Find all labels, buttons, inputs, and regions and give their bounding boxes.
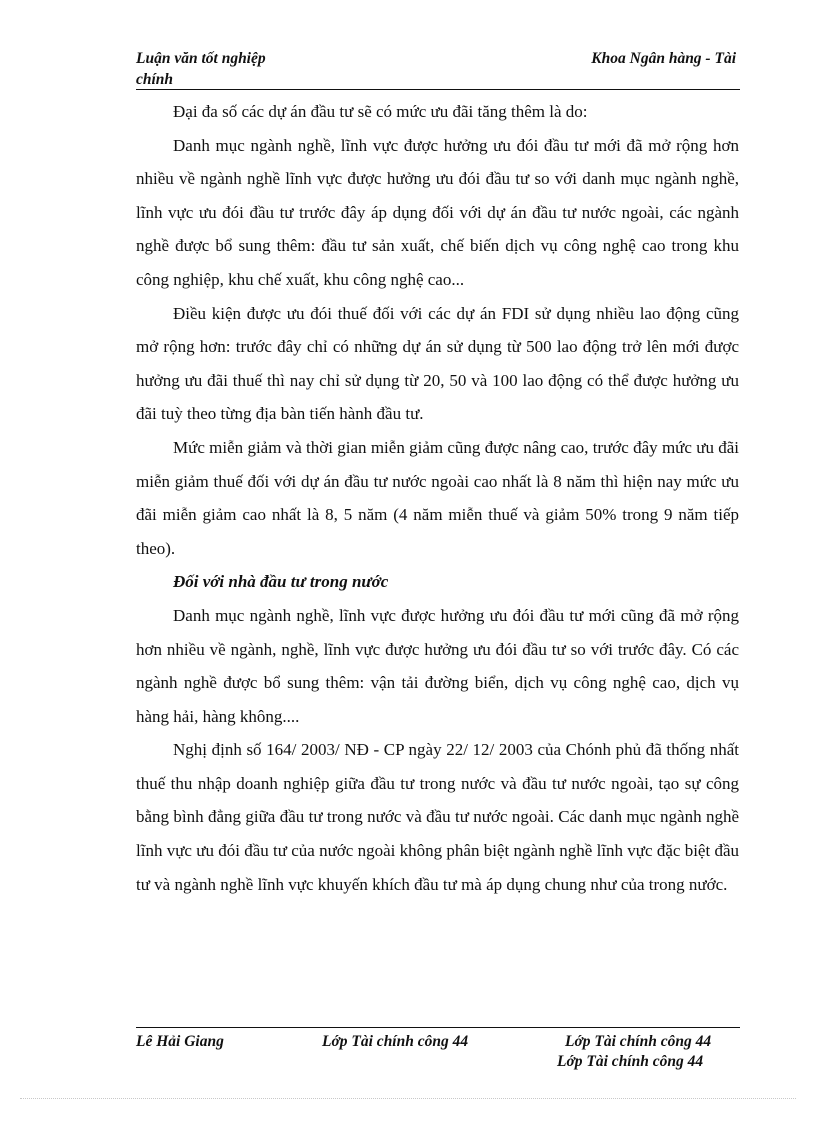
document-body [136, 95, 739, 901]
paragraph-5: Danh mục ngành nghề, lĩnh vực được hưởng ưu đói đầu tư mới cũng đã mở rộng hơn nhiều về ngành, nghề, lĩnh vực được hưởng ưu đói đầu tư so với trước đây. Có các ngành nghề được bổ sung thêm: vận tải đường biển, dịch vụ công nghệ cao, dịch vụ hàng hải, hàng không.... [136, 605, 739, 726]
paragraph-3: Điều kiện được ưu đói thuế đối với các dự án FDI sử dụng nhiều lao động cũng mở rộng hơn: trước đây chỉ có những dự án sử dụng từ 500 lao động trở lên mới được hưởng ưu đãi thuế thì nay chỉ sử dụng từ 20, 50 và 100 lao động có thể được hưởng ưu đãi tuỳ theo từng địa bàn tiến hành đầu tư. [136, 303, 739, 424]
page-bottom-dotted-line [20, 1098, 796, 1099]
footer-author: Lê Hải Giang [136, 1033, 224, 1050]
footer-divider [136, 1027, 740, 1028]
section-heading: Đối với nhà đầu tư trong nước [173, 572, 389, 592]
paragraph-1: Đại đa số các dự án đầu tư sẽ có mức ưu đãi tăng thêm là do: [173, 102, 588, 121]
paragraph-6: Nghị định số 164/ 2003/ NĐ - CP ngày 22/ 12/ 2003 của Chónh phủ đã thống nhất thuế thu nhập doanh nghiệp giữa đầu tư trong nước và đầu tư nước ngoài, tạo sự công bằng bình đẳng giữa đầu tư trong nước và đầu tư nước ngoài. Các danh mục ngành nghề lĩnh vực ưu đói đầu tư của nước ngoài không phân biệt ngành nghề lĩnh vực đặc biệt đầu tư và ngành nghề lĩnh vực khuyến khích đầu tư mà áp dụng chung như của trong nước. [136, 740, 739, 894]
footer-class-right-duplicate: Lớp Tài chính công 44 [557, 1053, 704, 1070]
header-left-title: Luận văn tốt nghiệp chính [136, 50, 266, 88]
paragraph-2: Danh mục ngành nghề, lĩnh vực được hưởng ưu đói đầu tư mới đã mở rộng hơn nhiều về ngành nghề lĩnh vực được hưởng ưu đói đầu tư so với danh mục ngành nghề, lĩnh vực ưu đói đầu tư trước đây áp dụng đối với dự án đầu tư nước ngoài, các ngành nghề được bổ sung thêm: đầu tư sản xuất, chế biến dịch vụ công nghệ cao trong khu công nghiệp, khu chế xuất, khu công nghệ cao... [136, 135, 739, 289]
footer-class-center: Lớp Tài chính công 44 [322, 1033, 469, 1050]
header-right-title: Khoa Ngân hàng - Tài [591, 50, 736, 67]
paragraph-4: Mức miễn giảm và thời gian miễn giảm cũng được nâng cao, trước đây mức ưu đãi miễn giảm thuế đối với dự án đầu tư nước ngoài cao nhất là 8 năm thì hiện nay mức ưu đãi miễn giảm cao nhất là 8, 5 năm (4 năm miễn thuế và giảm 50% trong 9 năm tiếp theo). [136, 437, 739, 558]
footer-class-right: Lớp Tài chính công 44 [565, 1033, 712, 1050]
header-divider [136, 89, 740, 90]
